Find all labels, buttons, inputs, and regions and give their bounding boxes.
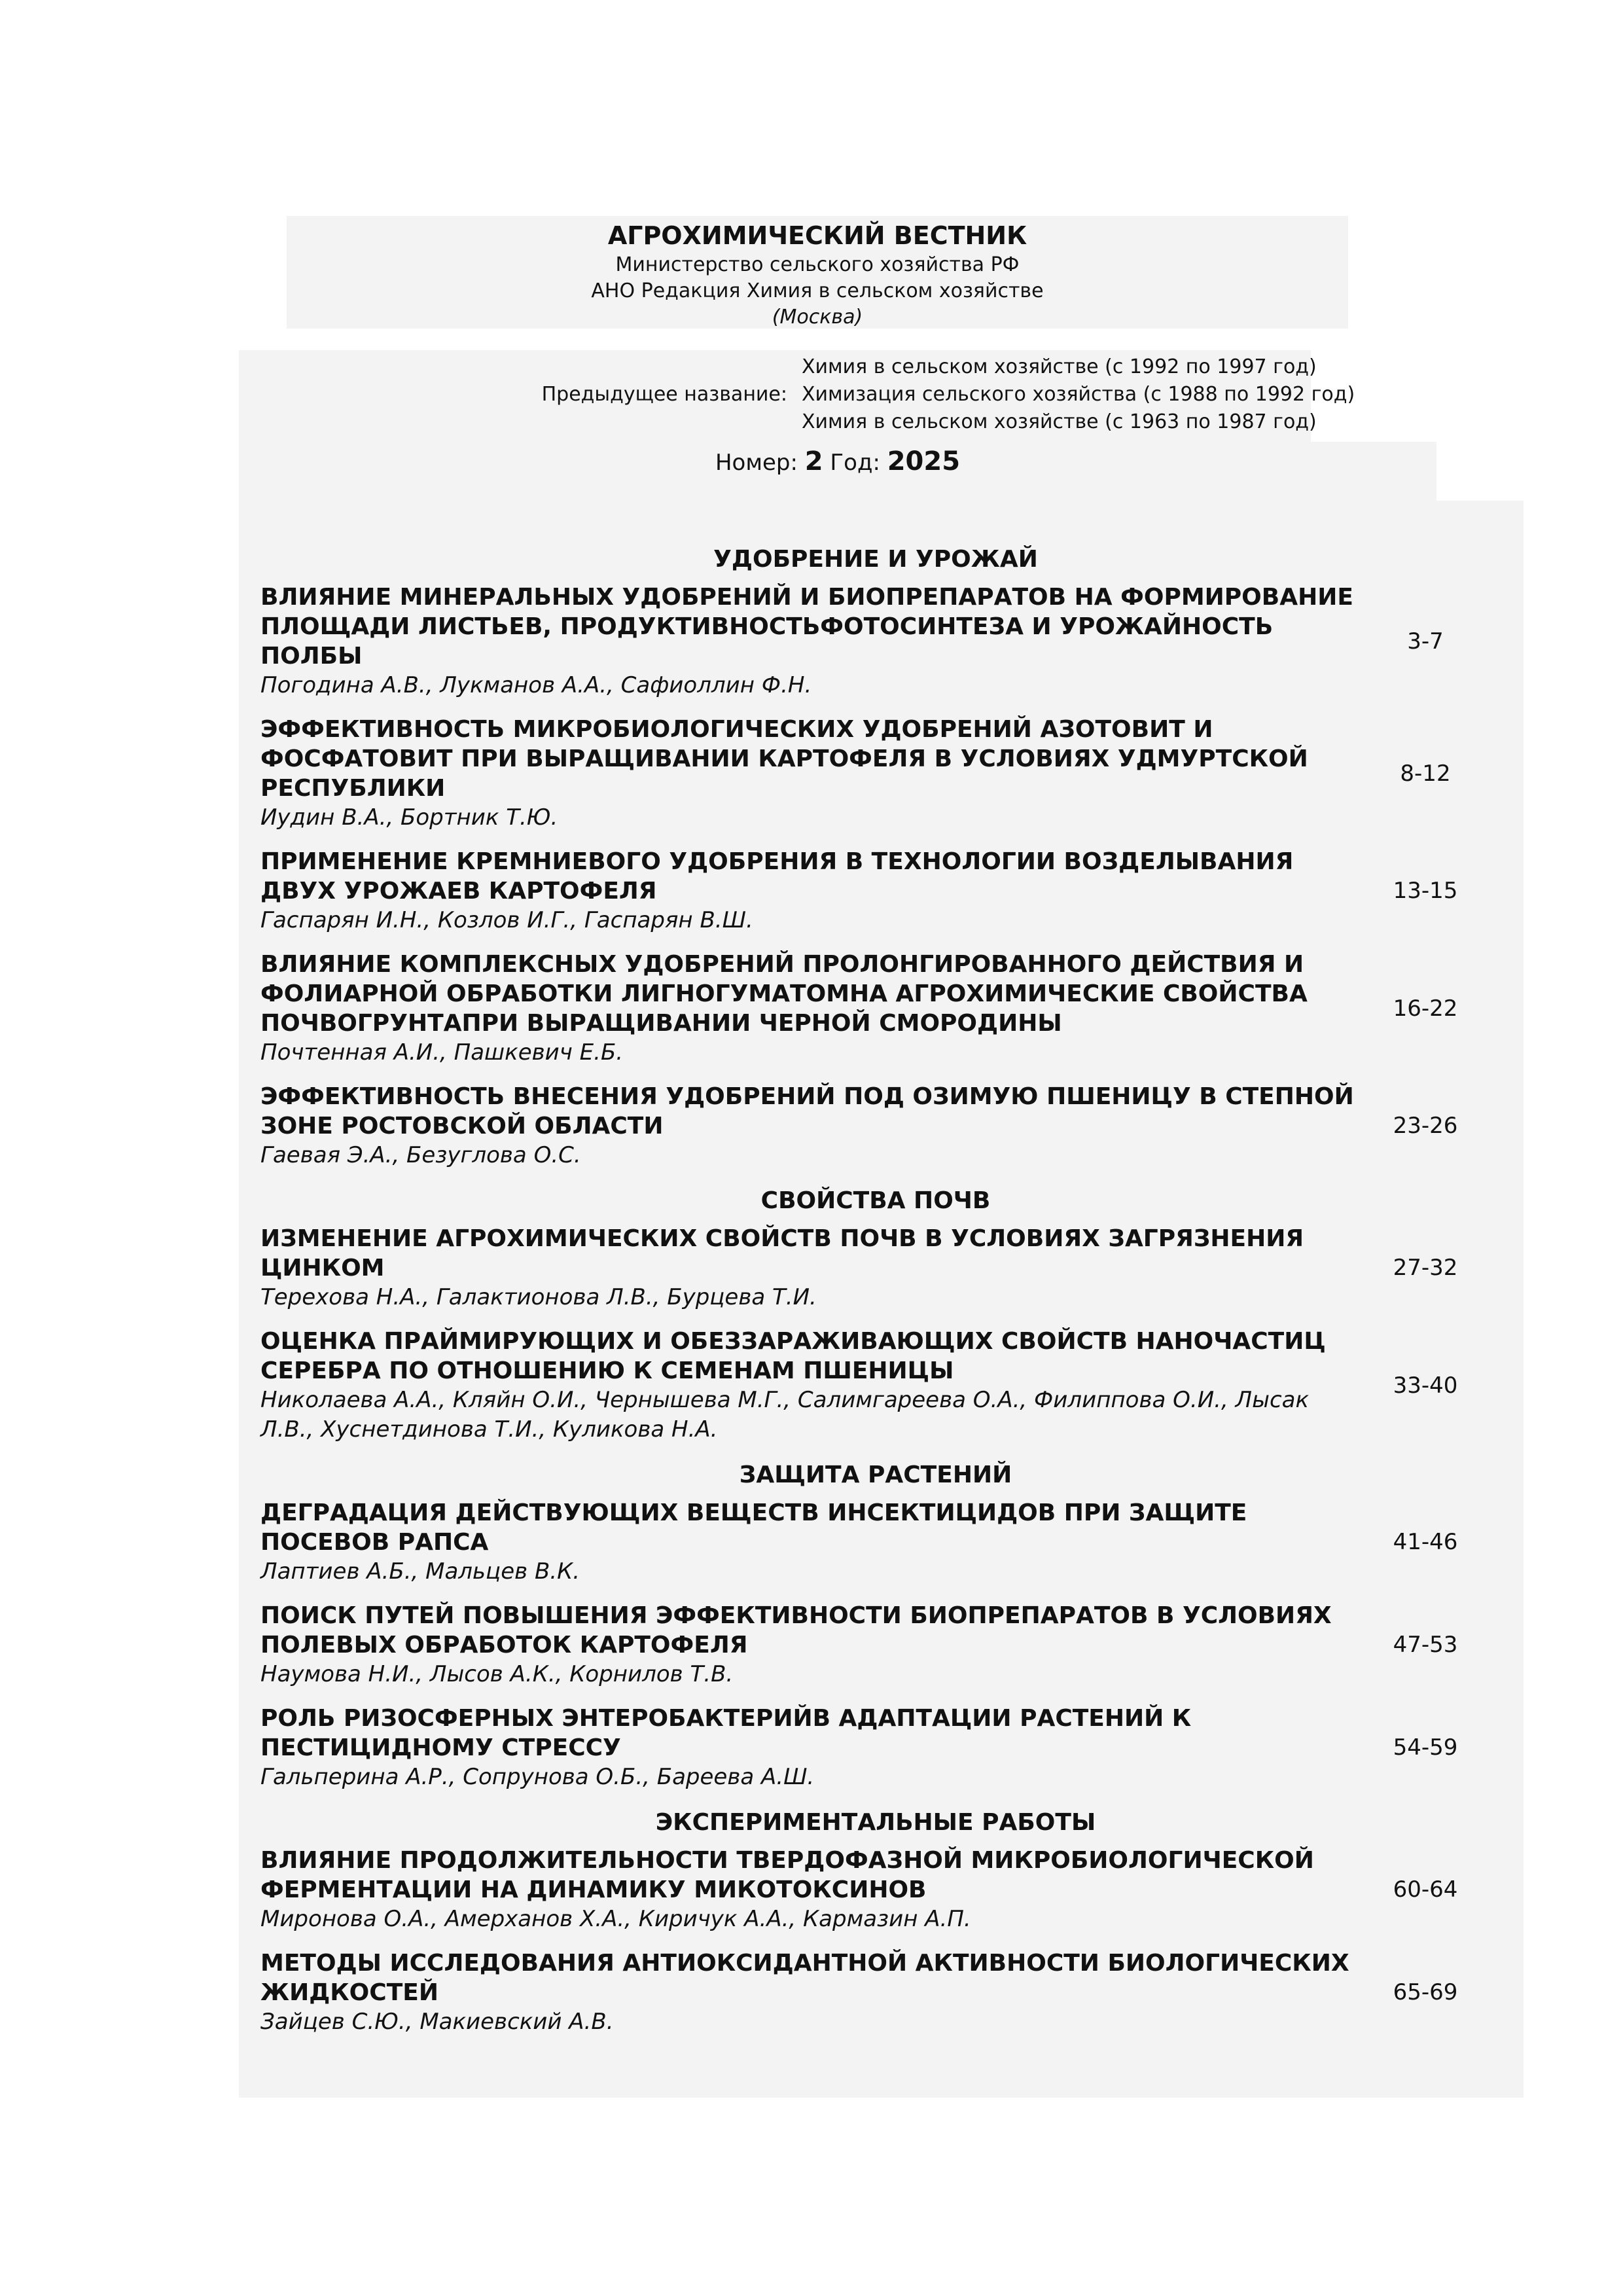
article-info (260, 1704, 1360, 1792)
toc-entry (260, 1948, 1491, 2037)
article-info (260, 1601, 1360, 1689)
article-title-link[interactable]: ИЗМЕНЕНИЕ АГРОХИМИЧЕСКИХ СВОЙСТВ ПОЧВ В УСЛОВИЯХ ЗАГРЯЗНЕНИЯ ЦИНКОМ (260, 1225, 1304, 1282)
journal-header (287, 216, 1348, 331)
article-pages: 41-46 (1393, 1529, 1458, 1555)
article-pages: 54-59 (1393, 1734, 1458, 1761)
toc-entry (260, 1846, 1491, 1934)
article-authors: Терехова Н.А., Галактионова Л.В., Бурцева Т.И. (260, 1284, 817, 1310)
article-authors: Иудин В.А., Бортник Т.Ю. (260, 804, 558, 831)
article-pages: 65-69 (1393, 1979, 1458, 2005)
table-of-contents (260, 543, 1491, 2051)
toc-entry (260, 1704, 1491, 1792)
article-info (260, 715, 1360, 833)
article-title-link[interactable]: МЕТОДЫ ИССЛЕДОВАНИЯ АНТИОКСИДАНТНОЙ АКТИВНОСТИ БИОЛОГИЧЕСКИХ ЖИДКОСТЕЙ (260, 1950, 1349, 2006)
article-authors: Миронова О.А., Амерханов Х.А., Киричук А.А., Кармазин А.П. (260, 1906, 971, 1932)
previous-names-list (802, 353, 1355, 436)
journal-title[interactable]: АГРОХИМИЧЕСКИЙ ВЕСТНИК (607, 221, 1027, 250)
article-title-link[interactable]: ПРИМЕНЕНИЕ КРЕМНИЕВОГО УДОБРЕНИЯ В ТЕХНОЛОГИИ ВОЗДЕЛЫВАНИЯ ДВУХ УРОЖАЕВ КАРТОФЕЛЯ (260, 848, 1294, 905)
article-authors: Гаевая Э.А., Безуглова О.С. (260, 1142, 581, 1168)
issue-number: 2 (804, 446, 823, 476)
toc-entry (260, 1498, 1491, 1587)
article-info (260, 847, 1360, 935)
article-info (260, 1846, 1360, 1934)
journal-editorial[interactable]: АНО Редакция Химия в сельском хозяйстве (591, 279, 1044, 302)
toc-entry (260, 847, 1491, 935)
article-pages: 8-12 (1400, 760, 1451, 787)
article-title-link[interactable]: РОЛЬ РИЗОСФЕРНЫХ ЭНТЕРОБАКТЕРИЙВ АДАПТАЦИИ РАСТЕНИЙ К ПЕСТИЦИДНОМУ СТРЕССУ (260, 1705, 1192, 1761)
article-info (260, 1327, 1360, 1444)
article-info (260, 1224, 1360, 1312)
article-title-link[interactable]: ПОИСК ПУТЕЙ ПОВЫШЕНИЯ ЭФФЕКТИВНОСТИ БИОПРЕПАРАТОВ В УСЛОВИЯХ ПОЛЕВЫХ ОБРАБОТОК КАРТОФЕЛЯ (260, 1602, 1332, 1659)
article-pages: 16-22 (1393, 995, 1458, 1022)
previous-name: Химизация сельского хозяйства (с 1988 по 1992 год) (802, 383, 1355, 406)
issue-number-label: Номер: (715, 450, 798, 476)
previous-name: Химия в сельском хозяйстве (с 1992 по 1997 год) (802, 355, 1317, 378)
section-title: СВОЙСТВА ПОЧВ (760, 1187, 991, 1214)
article-pages: 13-15 (1393, 878, 1458, 904)
toc-entry (260, 715, 1491, 833)
previous-names-label: Предыдущее название: (541, 383, 787, 406)
toc-entry (260, 583, 1491, 700)
issue-info (239, 445, 1436, 479)
article-info (260, 1948, 1360, 2037)
article-pages: 27-32 (1393, 1255, 1458, 1281)
article-title-link[interactable]: ОЦЕНКА ПРАЙМИРУЮЩИХ И ОБЕЗЗАРАЖИВАЮЩИХ СВОЙСТВ НАНОЧАСТИЦ СЕРЕБРА ПО ОТНОШЕНИЮ К СЕМЕНАМ ПШЕНИЦЫ (260, 1328, 1326, 1384)
article-authors: Наумова Н.И., Лысов А.К., Корнилов Т.В. (260, 1661, 734, 1687)
journal-publisher[interactable]: Министерство сельского хозяйства РФ (615, 253, 1020, 276)
article-pages: 33-40 (1393, 1372, 1458, 1399)
toc-entry (260, 1327, 1491, 1444)
issue-year-label: Год: (830, 450, 880, 476)
article-title-link[interactable]: ВЛИЯНИЕ КОМПЛЕКСНЫХ УДОБРЕНИЙ ПРОЛОНГИРОВАННОГО ДЕЙСТВИЯ И ФОЛИАРНОЙ ОБРАБОТКИ ЛИГНОГУМАТОМНА АГРОХИМИЧЕСКИЕ СВОЙСТВА ПОЧВОГРУНТАПРИ ВЫРАЩИВАНИИ ЧЕРНОЙ СМОРОДИНЫ (260, 951, 1308, 1037)
toc-entry (260, 1224, 1491, 1312)
article-authors: Погодина А.В., Лукманов А.А., Сафиоллин Ф.Н. (260, 672, 812, 698)
toc-entry (260, 950, 1491, 1067)
article-authors: Гаспарян И.Н., Козлов И.Г., Гаспарян В.Ш. (260, 907, 753, 933)
article-authors: Николаева А.А., Кляйн О.И., Чернышева М.Г., Салимгареева О.А., Филиппова О.И., Лысак Л.В., Хуснетдинова Т.И., Куликова Н.А. (260, 1387, 1310, 1443)
section-title: ЗАЩИТА РАСТЕНИЙ (739, 1462, 1012, 1488)
article-pages: 3-7 (1407, 628, 1444, 655)
previous-name: Химия в сельском хозяйстве (с 1963 по 1987 год) (802, 410, 1317, 433)
issue-year: 2025 (887, 446, 961, 476)
article-info (260, 1082, 1360, 1170)
article-title-link[interactable]: ВЛИЯНИЕ МИНЕРАЛЬНЫХ УДОБРЕНИЙ И БИОПРЕПАРАТОВ НА ФОРМИРОВАНИЕ ПЛОЩАДИ ЛИСТЬЕВ, ПРОДУКТИВНОСТЬФОТОСИНТЕЗА И УРОЖАЙНОСТЬ ПОЛБЫ (260, 584, 1353, 670)
article-title-link[interactable]: ДЕГРАДАЦИЯ ДЕЙСТВУЮЩИХ ВЕЩЕСТВ ИНСЕКТИЦИДОВ ПРИ ЗАЩИТЕ ПОСЕВОВ РАПСА (260, 1499, 1247, 1556)
article-authors: Почтенная А.И., Пашкевич Е.Б. (260, 1039, 624, 1066)
section-title: ЭКСПЕРИМЕНТАЛЬНЫЕ РАБОТЫ (655, 1809, 1096, 1836)
article-pages: 60-64 (1393, 1876, 1458, 1903)
article-info (260, 950, 1360, 1067)
journal-city: (Москва) (772, 306, 863, 329)
article-title-link[interactable]: ЭФФЕКТИВНОСТЬ ВНЕСЕНИЯ УДОБРЕНИЙ ПОД ОЗИМУЮ ПШЕНИЦУ В СТЕПНОЙ ЗОНЕ РОСТОВСКОЙ ОБЛАСТИ (260, 1083, 1354, 1139)
article-title-link[interactable]: ВЛИЯНИЕ ПРОДОЛЖИТЕЛЬНОСТИ ТВЕРДОФАЗНОЙ МИКРОБИОЛОГИЧЕСКОЙ ФЕРМЕНТАЦИИ НА ДИНАМИКУ МИКОТОКСИНОВ (260, 1847, 1314, 1903)
article-info (260, 1498, 1360, 1587)
toc-entry (260, 1601, 1491, 1689)
article-authors: Зайцев С.Ю., Макиевский А.В. (260, 2009, 614, 2035)
article-pages: 23-26 (1393, 1113, 1458, 1139)
section-title: УДОБРЕНИЕ И УРОЖАЙ (713, 546, 1038, 573)
article-authors: Лаптиев А.Б., Мальцев В.К. (260, 1558, 580, 1585)
article-title-link[interactable]: ЭФФЕКТИВНОСТЬ МИКРОБИОЛОГИЧЕСКИХ УДОБРЕНИЙ АЗОТОВИТ И ФОСФАТОВИТ ПРИ ВЫРАЩИВАНИИ КАРТОФЕЛЯ В УСЛОВИЯХ УДМУРТСКОЙ РЕСПУБЛИКИ (260, 716, 1308, 802)
article-authors: Гальперина А.Р., Сопрунова О.Б., Бареева А.Ш. (260, 1764, 815, 1790)
article-pages: 47-53 (1393, 1632, 1458, 1658)
article-info (260, 583, 1360, 700)
toc-entry (260, 1082, 1491, 1170)
